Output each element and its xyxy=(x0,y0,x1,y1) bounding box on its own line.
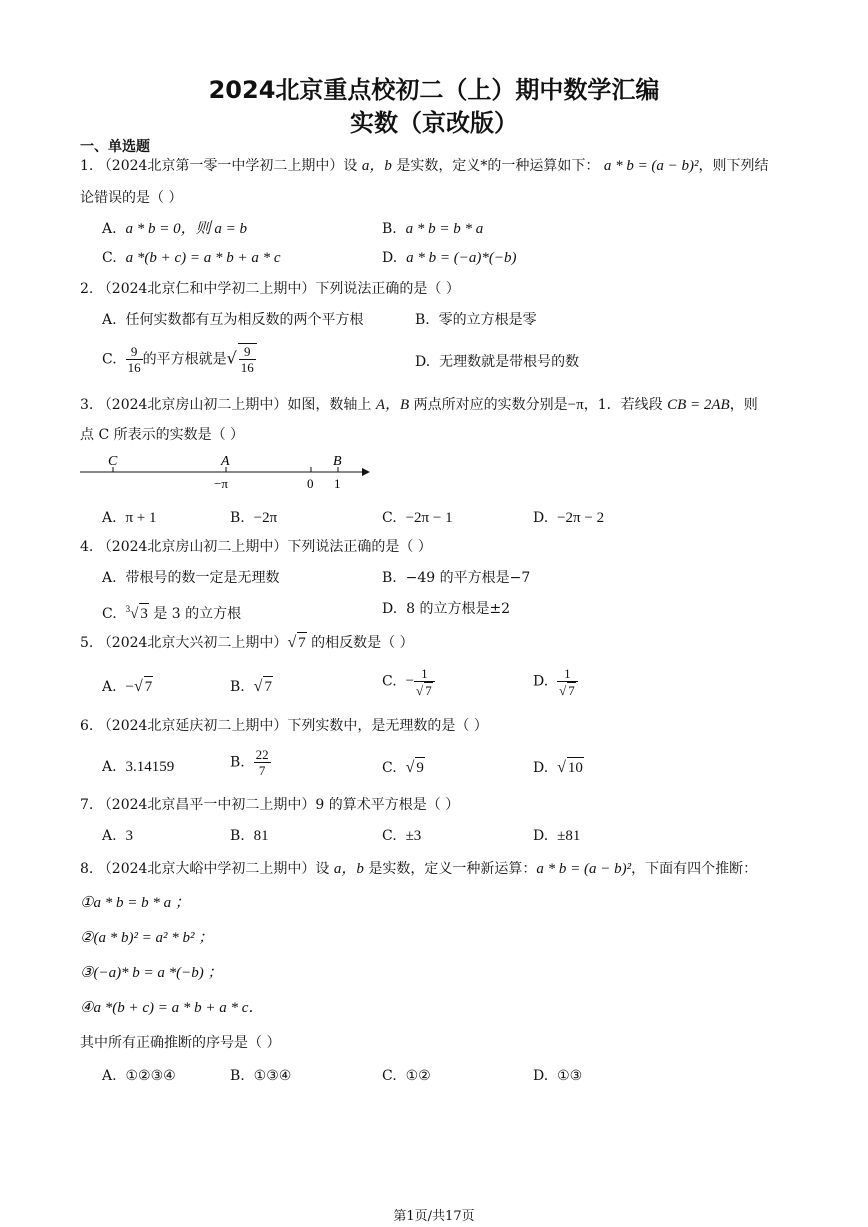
tick-label-neg-pi: −π xyxy=(214,476,228,491)
tick-label-one: 1 xyxy=(334,476,341,491)
q4-option-c[interactable]: C. $^3$√ 3 是 3 的立方根 xyxy=(102,604,242,622)
q2-option-c[interactable]: C. $\frac{9}{16}$ 的平方根就是√ $\frac{9}{16}$ xyxy=(102,343,257,375)
page-title: 2024北京重点校初二（上）期中数学汇编 xyxy=(208,76,660,104)
q7-option-c[interactable]: C. ±3 xyxy=(382,828,422,844)
section-heading: 一、单选题 xyxy=(80,139,150,155)
q4-option-a[interactable]: A. 带根号的数一定是无理数 xyxy=(102,570,280,586)
q6-option-b[interactable]: B. $\frac{22}{7}$ xyxy=(230,747,269,778)
tick-label-zero: 0 xyxy=(307,476,314,491)
q8-option-c[interactable]: C. ①② xyxy=(382,1068,431,1084)
q7-option-d[interactable]: D. ±81 xyxy=(533,828,581,844)
question-7-stem: 7. （2024北京昌平一中初二上期中）9 的算术平方根是（ ） xyxy=(80,797,460,813)
q5-option-a[interactable]: A. −√ 7 xyxy=(102,678,153,695)
question-6-stem: 6. （2024北京延庆初二上期中）下列实数中，是无理数的是（ ） xyxy=(80,718,488,734)
q4-option-d[interactable]: D. 8 的立方根是±2 xyxy=(382,601,511,617)
q3-option-a[interactable]: A. π + 1 xyxy=(102,510,157,526)
q8-inference-3: ③(−a)* b = a *(−b) ； xyxy=(80,965,223,981)
question-8-stem: 8. （2024北京大峪中学初二上期中）设 a，b 是实数，定义一种新运算：a * b = (a − b)²，下面有四个推断： xyxy=(80,861,758,877)
q6-option-a[interactable]: A. 3.14159 xyxy=(102,759,175,775)
q8-ask: 其中所有正确推断的序号是（ ） xyxy=(80,1035,281,1051)
q1-option-b[interactable]: B. a * b = b * a xyxy=(382,221,484,237)
point-label-a: A xyxy=(221,454,230,469)
q7-option-b[interactable]: B. 81 xyxy=(230,828,269,844)
q1-option-d[interactable]: D. a * b = (−a)*(−b) xyxy=(382,250,517,266)
question-5-stem: 5. （2024北京大兴初二上期中）√ 7 的相反数是（ ） xyxy=(80,634,414,651)
q3-option-b[interactable]: B. −2π xyxy=(230,510,278,526)
question-1-stem-line2: 论错误的是（ ） xyxy=(80,190,183,206)
page-footer: 第1页/共17页 xyxy=(393,1209,475,1224)
question-4-stem: 4. （2024北京房山初二上期中）下列说法正确的是（ ） xyxy=(80,539,432,555)
point-label-b: B xyxy=(333,454,342,469)
q2-option-a[interactable]: A. 任何实数都有互为相反数的两个平方根 xyxy=(102,312,364,328)
question-3-stem-line2: 点 C 所表示的实数是（ ） xyxy=(80,427,245,443)
q8-inference-2: ②(a * b)² = a² * b² ； xyxy=(80,930,214,946)
number-line-figure xyxy=(78,452,378,492)
question-1-stem: 1. （2024北京第一零一中学初二上期中）设 a，b 是实数，定义*的一种运算如下： a * b = (a − b)²，则下列结 xyxy=(80,158,769,174)
q1-option-c[interactable]: C. a *(b + c) = a * b + a * c xyxy=(102,250,281,266)
question-2-stem: 2. （2024北京仁和中学初二上期中）下列说法正确的是（ ） xyxy=(80,281,460,297)
q8-option-b[interactable]: B. ①③④ xyxy=(230,1068,292,1084)
q8-option-d[interactable]: D. ①③ xyxy=(533,1068,583,1084)
q2-option-d[interactable]: D. 无理数就是带根号的数 xyxy=(415,354,580,370)
fraction-9-16: $\frac{9}{16}$ xyxy=(127,344,141,375)
page-subtitle: 实数（京改版） xyxy=(350,109,518,137)
q6-option-c[interactable]: C. √ 9 xyxy=(382,759,424,776)
q3-option-c[interactable]: C. −2π − 1 xyxy=(382,510,453,526)
point-label-c: C xyxy=(108,454,118,469)
q7-option-a[interactable]: A. 3 xyxy=(102,828,133,844)
q5-option-c[interactable]: C. − $\frac{1}{√ 7}$ xyxy=(382,666,435,698)
q3-option-d[interactable]: D. −2π − 2 xyxy=(533,510,605,526)
q1-option-a[interactable]: A. a * b = 0，则 a = b xyxy=(102,221,247,237)
q4-option-b[interactable]: B. −49 的平方根是−7 xyxy=(382,570,531,586)
q5-option-b[interactable]: B. √ 7 xyxy=(230,678,272,695)
q2-option-b[interactable]: B. 零的立方根是零 xyxy=(415,312,537,328)
q5-option-d[interactable]: D. $\frac{1}{√ 7}$ xyxy=(533,666,578,698)
q8-option-a[interactable]: A. ①②③④ xyxy=(102,1068,176,1084)
q8-inference-4: ④a *(b + c) = a * b + a * c． xyxy=(80,1000,264,1016)
question-3-stem: 3. （2024北京房山初二上期中）如图，数轴上 A，B 两点所对应的实数分别是−π，1．若线段 CB = 2AB，则 xyxy=(80,397,758,413)
q8-inference-1: ①a * b = b * a ； xyxy=(80,895,190,911)
q6-option-d[interactable]: D. √ 10 xyxy=(533,759,583,776)
